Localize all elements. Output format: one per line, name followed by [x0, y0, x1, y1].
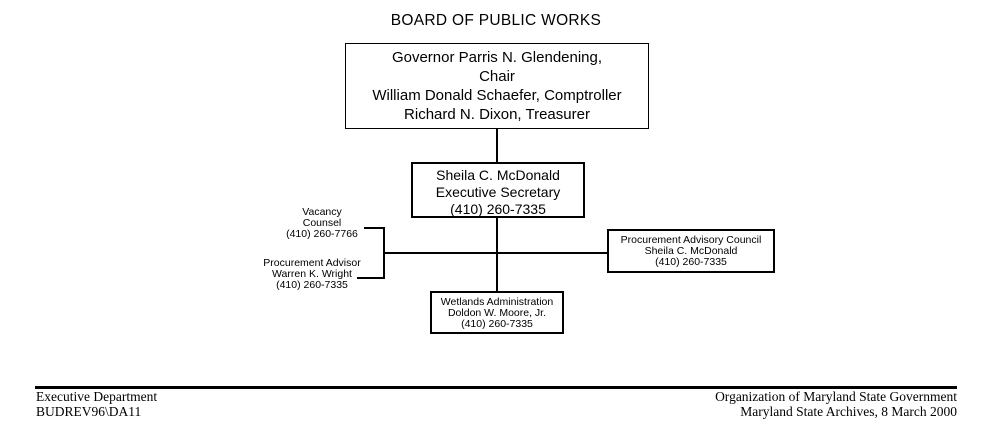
procurement-advisor-label — [261, 258, 363, 290]
footer-left — [36, 389, 157, 419]
executive-secretary-box — [411, 162, 585, 218]
advisor-line: (410) 260-7335 — [276, 278, 348, 291]
counsel-line: (410) 260-7766 — [286, 227, 358, 240]
wetlands-line: Wetlands Administration — [440, 296, 554, 308]
connector-left-bracket — [383, 227, 385, 279]
board-member-line: Richard N. Dixon, Treasurer — [404, 106, 590, 123]
counsel-line: Counsel — [302, 216, 342, 229]
secretary-line: (410) 260-7335 — [450, 201, 546, 217]
board-member-line: Chair — [479, 68, 515, 85]
secretary-line: Executive Secretary — [435, 184, 561, 200]
board-member-line: Governor Parris N. Glendening, — [391, 49, 603, 66]
council-line: (410) 260-7335 — [655, 256, 727, 268]
secretary-line: Sheila C. McDonald — [436, 167, 560, 183]
advisory-council-box — [607, 229, 775, 273]
advisor-line: Procurement Advisor — [263, 257, 361, 269]
page-title: BOARD OF PUBLIC WORKS — [390, 12, 602, 29]
connector-board-to-secretary — [496, 129, 498, 162]
board-member-line: William Donald Schaefer, Comptroller — [372, 87, 622, 104]
footer-department: Executive Department — [36, 389, 158, 404]
footer-right — [715, 389, 957, 419]
connector-horizontal-main — [383, 252, 607, 254]
counsel-vacancy-label — [272, 207, 372, 239]
counsel-line: Vacancy — [302, 206, 342, 218]
footer-publication: Organization of Maryland State Government — [715, 389, 957, 404]
advisor-line: Warren K. Wright — [272, 267, 352, 280]
board-members-box — [345, 43, 649, 129]
wetlands-administration-box — [430, 291, 564, 334]
council-line: Procurement Advisory Council — [620, 234, 762, 246]
council-line: Sheila C. McDonald — [644, 245, 738, 257]
connector-secretary-to-wetlands — [496, 218, 498, 291]
wetlands-line: (410) 260-7335 — [461, 318, 533, 330]
wetlands-line: Doldon W. Moore, Jr. — [447, 307, 547, 319]
footer-file-reference: BUDREV96\DA11 — [36, 404, 142, 419]
footer-source-date: Maryland State Archives, 8 March 2000 — [740, 404, 957, 419]
